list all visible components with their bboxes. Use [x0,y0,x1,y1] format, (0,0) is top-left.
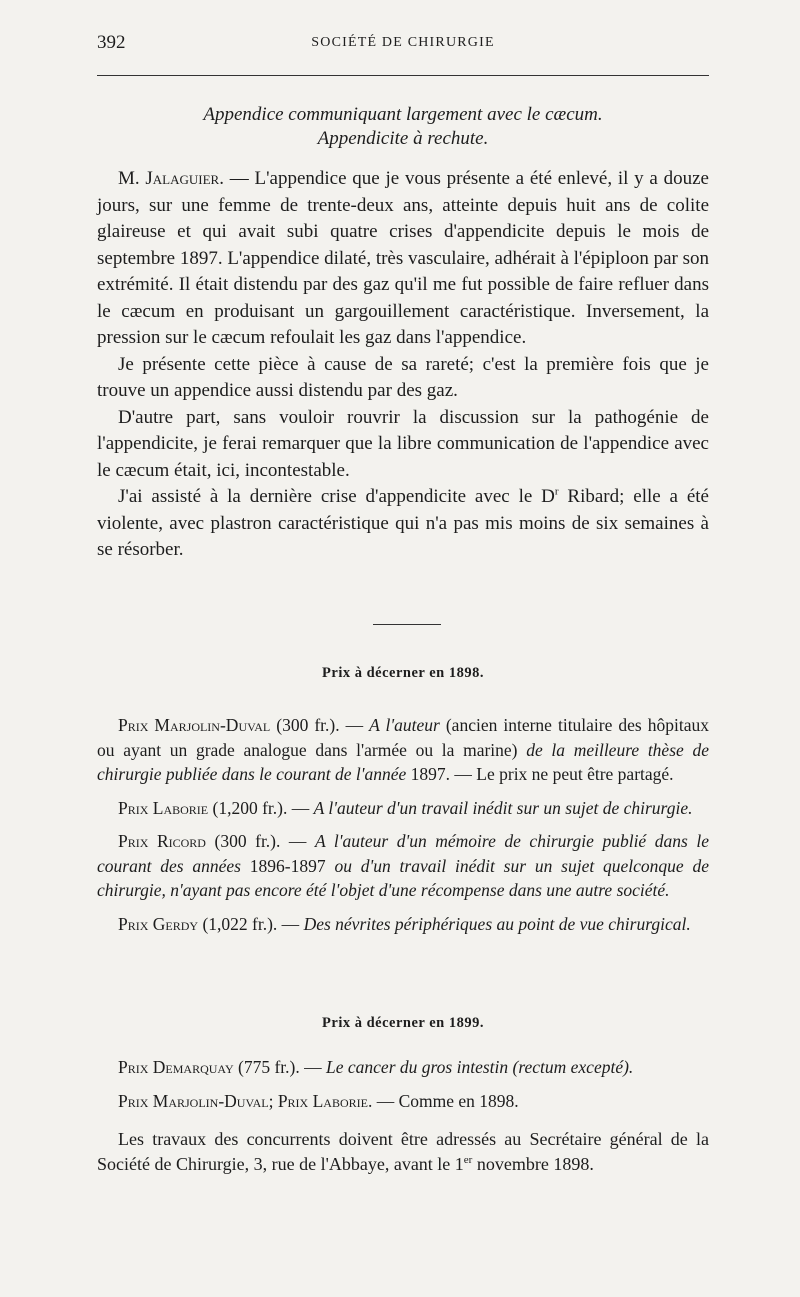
prize-heading-1899: Prix à décerner en 1899. [322,1015,484,1031]
paragraph: D'autre part, sans vouloir rouvrir la discussion sur la pathogénie de l'appendicite, je ferai remarquer que la libre communication de l'appendice avec le cæcum était, ici, incontestable. [97,406,709,481]
prize-entry: Prix Marjolin-Duval; Prix Laborie. — Comme en 1898. [118,1090,519,1111]
header-rule [97,75,709,76]
paragraph: Je présente cette pièce à cause de sa rareté; c'est la première fois que je trouve un appendice aussi distendu par des gaz. [97,353,709,401]
prize-entry: Prix Demarquay (775 fr.). — Le cancer du gros intestin (rectum excepté). [118,1057,634,1077]
prize-list-1899 [97,1055,709,1122]
prize-entry: Prix Ricord (300 fr.). — A l'auteur d'un mémoire de chirurgie publié dans le courant des années 1896-1897 ou d'un travail inédit sur un sujet quelconque de chirurgie, n'ayant pas encore été l'objet d'une récompense dans une autre société. [97,831,709,900]
prize-name: Prix Gerdy [118,913,199,934]
prize-entry: Prix Marjolin-Duval (300 fr.). — A l'auteur (ancien interne titulaire des hôpitaux ou ayant un grade analogue dans l'armée ou la marine) de la meilleure thèse de chirurgie publiée dans le courant de l'année 1897. — Le prix ne peut être partagé. [97,715,709,784]
page-number: 392 [97,32,126,53]
prize-name: Prix Marjolin-Duval; Prix Laborie. [118,1090,373,1111]
prize-name: Prix Marjolin-Duval [118,715,271,735]
running-title: SOCIÉTÉ DE CHIRURGIE [311,35,495,50]
prize-name: Prix Laborie [118,797,209,818]
page-header [97,32,709,60]
prize-entry: Prix Gerdy (1,022 fr.). — Des névrites périphériques au point de vue chirurgical. [118,913,691,934]
prize-list-1898 [97,713,709,945]
paragraph: M. Jalaguier. — L'appendice que je vous présente a été enlevé, il y a douze jours, sur une femme de trente-deux ans, atteinte depuis huit ans de colite glaireuse et qui avait subi quatre crises d'appendicite depuis le mois de septembre 1897. L'appendice dilaté, très vasculaire, adhérait à l'épiploon par son extrémité. Il était distendu par des gaz qu'il me fut possible de faire refluer dans le cæcum en produisant un gargouillement caractéristique. Inversement, la pression sur le cæcum refoulait les gaz dans l'appendice. [97,168,709,348]
section-title [97,103,709,151]
prize-entry: Prix Laborie (1,200 fr.). — A l'auteur d'un travail inédit sur un sujet de chirurgie. [118,797,693,818]
paragraph: Les travaux des concurrents doivent être adressés au Secrétaire général de la Société de Chirurgie, 3, rue de l'Abbaye, avant le 1er novembre 1898. [97,1129,709,1174]
paragraph: J'ai assisté à la dernière crise d'appendicite avec le $D^r$ Ribard; elle a été violente, avec plastron caractéristique qui n'a pas mis moins de six semaines à se résorber. [97,485,709,560]
prize-name: Prix Demarquay [118,1057,234,1077]
section-title-line-1: Appendice communiquant largement avec le cæcum. [203,104,603,125]
closing-notice [97,1127,709,1177]
author-name: M. Jalaguier. [118,168,224,189]
communication-text [97,166,709,564]
prize-name: Prix Ricord [118,831,206,851]
section-title-line-2: Appendicite à rechute. [317,128,489,149]
prize-heading-1898: Prix à décerner en 1898. [322,665,484,681]
section-divider [373,624,441,625]
